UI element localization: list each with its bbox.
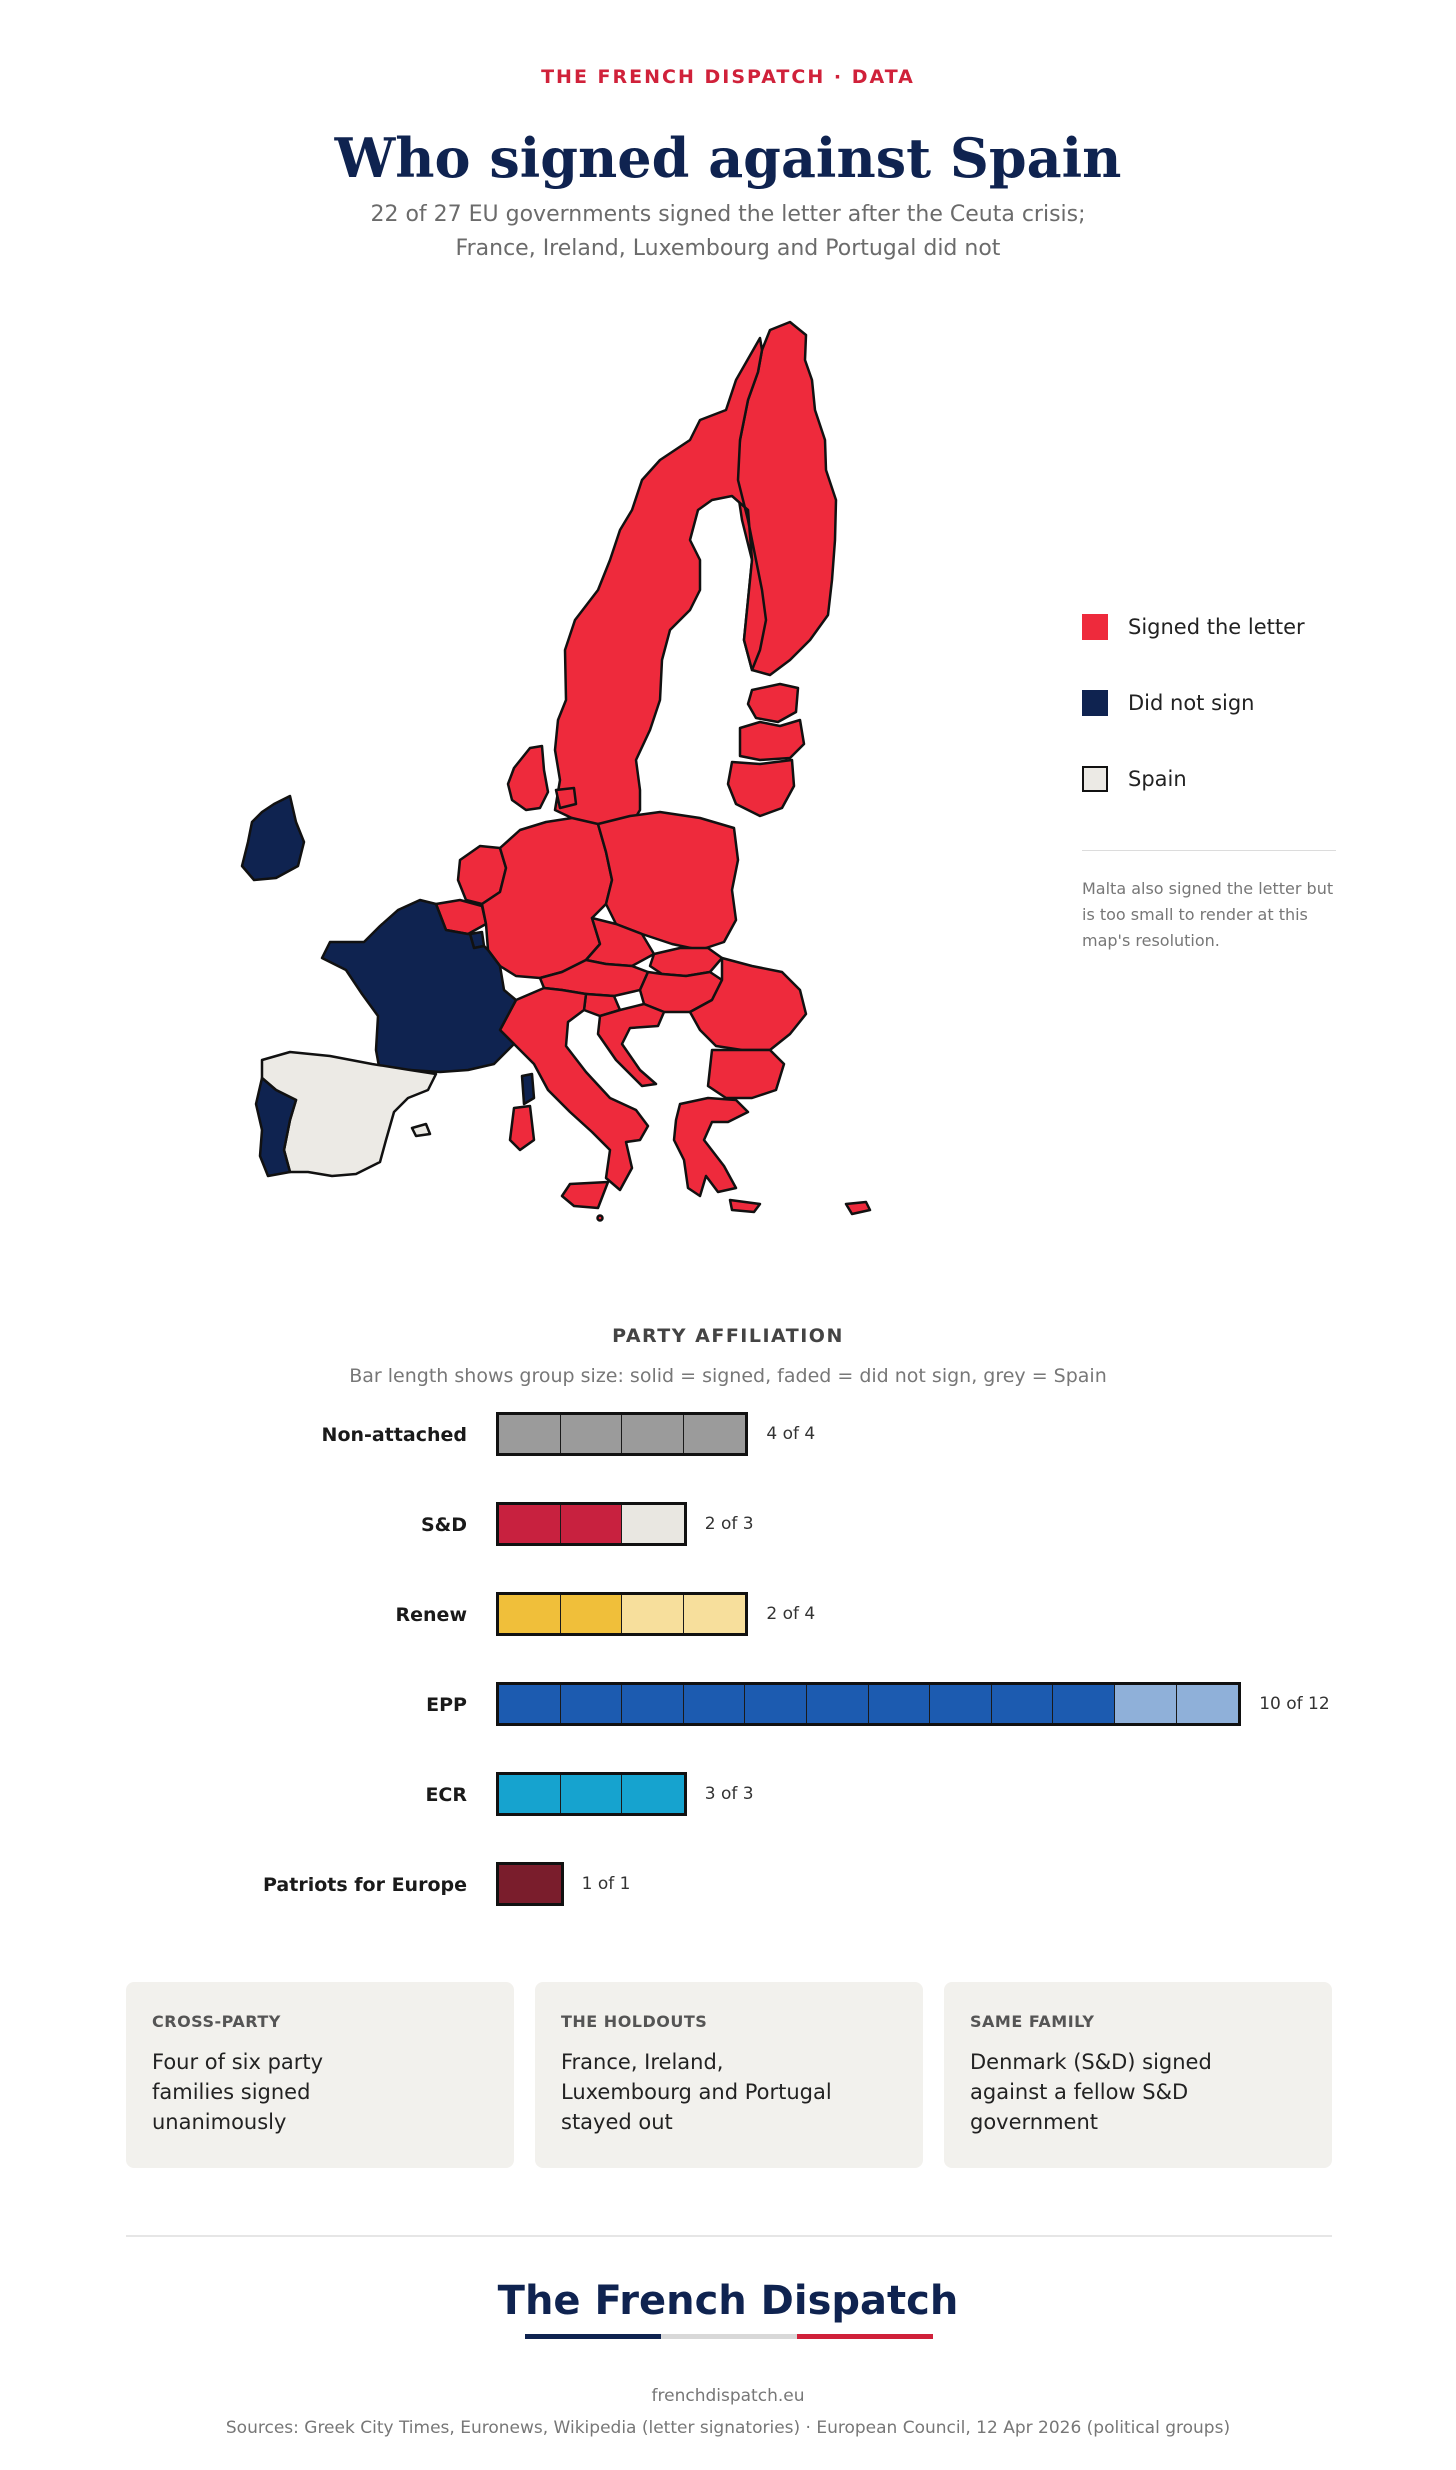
country-malta: [598, 1216, 603, 1221]
legend-note: Malta also signed the letter but is too small to render at this map's resolution.: [1082, 879, 1334, 950]
country-greece: [674, 1098, 760, 1212]
bar-cell-signed: [869, 1685, 931, 1723]
sources-note: Sources: Greek City Times, Euronews, Wikipedia (letter signatories) · European Council, 12 Apr 2026 (political groups): [225, 2418, 1231, 2438]
bar-label: ECR: [425, 1784, 467, 1806]
bar-cell-signed: [930, 1685, 992, 1723]
legend-label: Spain: [1128, 767, 1187, 791]
bar-label: Renew: [395, 1604, 467, 1626]
bar-row: [0, 1502, 1456, 1550]
country-bulgaria: [708, 1050, 784, 1098]
legend-swatch: [1082, 690, 1108, 716]
bar-row: [0, 1772, 1456, 1820]
bar-cell-not-signed: [622, 1595, 684, 1633]
card-same-family: [944, 1982, 1332, 2168]
bar-label: Patriots for Europe: [263, 1874, 467, 1896]
bar-cell-signed: [499, 1505, 561, 1543]
bar-cell-signed: [499, 1415, 561, 1453]
subtitle: 22 of 27 EU governments signed the letter after the Ceuta crisis; France, Ireland, Luxembourg and Portugal did not: [370, 202, 1086, 261]
legend-item-spain: [1082, 764, 1342, 794]
party-section-subtitle: Bar length shows group size: solid = signed, faded = did not sign, grey = Spain: [349, 1365, 1107, 1387]
country-ireland: [242, 796, 304, 880]
bar-cell-signed: [1053, 1685, 1115, 1723]
bar-cell-signed: [745, 1685, 807, 1723]
card-cross-party: [126, 1982, 514, 2168]
bar-cell-signed: [622, 1775, 684, 1813]
eu-map: [200, 300, 960, 1260]
legend-item-not-signed: [1082, 688, 1342, 718]
map-legend: [1082, 612, 1342, 840]
party-bar: [496, 1862, 564, 1906]
bar-row: [0, 1862, 1456, 1910]
page-title: Who signed against Spain: [334, 126, 1122, 190]
footer-divider: [126, 2235, 1332, 2237]
bar-cell-signed: [561, 1595, 623, 1633]
legend-swatch: [1082, 766, 1108, 792]
bar-cell-signed: [499, 1775, 561, 1813]
country-estonia: [748, 684, 798, 722]
kicker: THE FRENCH DISPATCH · DATA: [541, 66, 915, 88]
bar-cell-signed: [499, 1865, 561, 1903]
country-latvia: [740, 720, 804, 760]
country-cyprus: [846, 1202, 870, 1214]
brand-underline-red: [797, 2334, 933, 2339]
brand-underline-grey: [661, 2334, 797, 2339]
bar-cell-not-signed: [1115, 1685, 1177, 1723]
country-lithuania: [728, 760, 794, 816]
legend-label: Did not sign: [1128, 691, 1255, 715]
legend-label: Signed the letter: [1128, 615, 1305, 639]
card-kicker: CROSS-PARTY: [152, 2012, 281, 2031]
country-croatia: [598, 1004, 664, 1086]
bar-row: [0, 1682, 1456, 1730]
bar-cell-not-signed: [1177, 1685, 1239, 1723]
party-section-title: PARTY AFFILIATION: [612, 1325, 844, 1347]
bar-label: EPP: [426, 1694, 467, 1716]
card-holdouts: [535, 1982, 923, 2168]
bar-cell-signed: [807, 1685, 869, 1723]
site-url[interactable]: frenchdispatch.eu: [651, 2386, 805, 2406]
bar-cell-spain: [622, 1505, 684, 1543]
bar-count-label: 1 of 1: [581, 1874, 631, 1894]
bar-cell-signed: [561, 1415, 623, 1453]
party-bar: [496, 1772, 687, 1816]
bar-cell-signed: [684, 1415, 746, 1453]
legend-item-signed: [1082, 612, 1342, 642]
bar-row: [0, 1592, 1456, 1640]
bar-count-label: 4 of 4: [766, 1424, 816, 1444]
party-bar: [496, 1592, 748, 1636]
bar-row: [0, 1412, 1456, 1460]
party-bar: [496, 1502, 687, 1546]
card-kicker: THE HOLDOUTS: [561, 2012, 708, 2031]
legend-divider: [1082, 850, 1336, 851]
bar-count-label: 10 of 12: [1259, 1694, 1330, 1714]
card-body: Denmark (S&D) signed against a fellow S&D government: [970, 2050, 1212, 2134]
bar-label: Non-attached: [321, 1424, 467, 1446]
party-bar: [496, 1682, 1241, 1726]
card-body: France, Ireland, Luxembourg and Portugal stayed out: [561, 2050, 832, 2134]
bar-count-label: 3 of 3: [704, 1784, 754, 1804]
bar-cell-signed: [622, 1685, 684, 1723]
party-bar: [496, 1412, 748, 1456]
card-kicker: SAME FAMILY: [970, 2012, 1095, 2031]
bar-label: S&D: [420, 1514, 467, 1536]
bar-cell-signed: [499, 1685, 561, 1723]
card-body: Four of six party families signed unanimously: [152, 2050, 324, 2134]
bar-cell-not-signed: [684, 1595, 746, 1633]
bar-cell-signed: [561, 1775, 623, 1813]
bar-count-label: 2 of 4: [766, 1604, 816, 1624]
bar-cell-signed: [992, 1685, 1054, 1723]
bar-cell-signed: [561, 1685, 623, 1723]
bar-count-label: 2 of 3: [704, 1514, 754, 1534]
legend-swatch: [1082, 614, 1108, 640]
brand-underline-blue: [525, 2334, 661, 2339]
bar-cell-signed: [622, 1415, 684, 1453]
brand-logo: The French Dispatch: [497, 2278, 959, 2324]
bar-cell-signed: [499, 1595, 561, 1633]
bar-cell-signed: [684, 1685, 746, 1723]
bar-cell-signed: [561, 1505, 623, 1543]
